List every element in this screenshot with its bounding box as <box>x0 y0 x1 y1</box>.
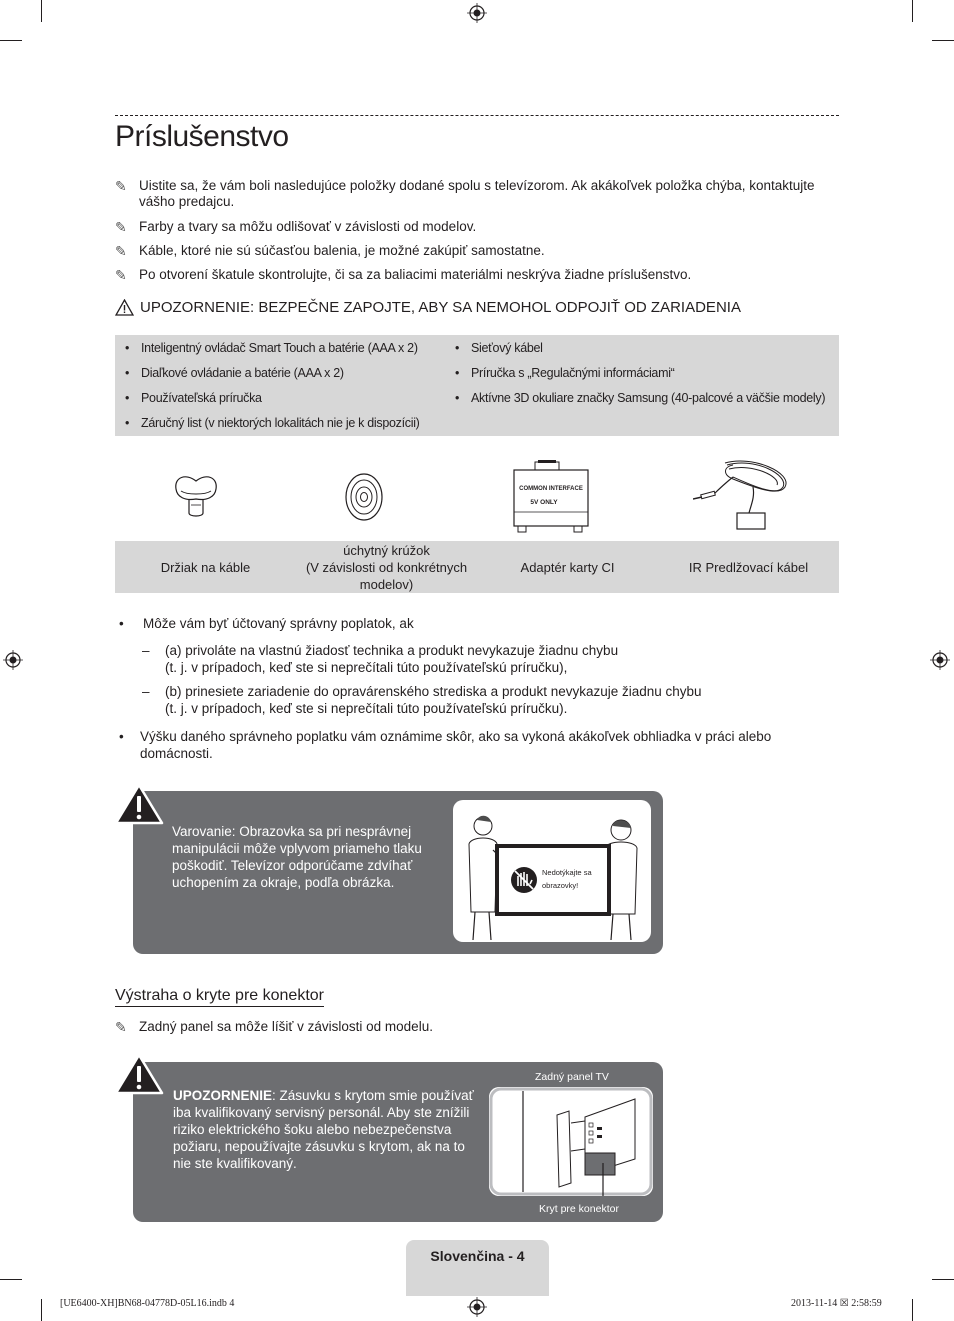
pencil-note-icon: ✎ <box>115 219 127 235</box>
warning-triangle-icon <box>114 783 164 825</box>
bullet-icon: • <box>119 616 124 631</box>
tv-lifting-illustration <box>453 800 651 942</box>
list-item: • Príručka s „Regulačnými informáciami“ <box>455 366 675 380</box>
warning-text: Varovanie: Obrazovka sa pri nesprávnej manipulácii môže vplyvom priameho tlaku poškodiť. Televízor odporúčame zdvíhať uchopením za okraje, podľa obrázka. <box>172 824 422 890</box>
crop-mark <box>912 1299 913 1321</box>
cable-holder-icon <box>171 469 221 521</box>
caption-ir-cable: IR Predlžovací kábel <box>688 559 809 575</box>
page-number-tab: Slovenčina - 4 <box>406 1240 549 1296</box>
registration-mark-icon <box>3 650 23 670</box>
warning-triangle-icon <box>114 1053 164 1095</box>
note-item <box>115 178 839 210</box>
list-item: • Diaľkové ovládanie a batérie (AAA x 2) <box>125 366 344 380</box>
cover-label: Kryt pre konektor <box>539 1203 619 1215</box>
note-item <box>115 1019 839 1035</box>
accessory-captions <box>115 541 839 593</box>
crop-mark <box>0 40 22 41</box>
note-text: Káble, ktoré nie sú súčasťou balenia, je možné zakúpiť samostatne. <box>139 243 545 258</box>
warning-triangle-icon <box>115 299 134 316</box>
pencil-note-icon: ✎ <box>115 178 127 194</box>
pencil-note-icon: ✎ <box>115 267 127 283</box>
page-title: Príslušenstvo <box>115 120 289 153</box>
pencil-note-icon: ✎ <box>115 1019 127 1035</box>
registration-mark-icon <box>930 650 950 670</box>
registration-mark-icon <box>467 3 487 23</box>
ir-extender-cable-icon <box>693 457 793 537</box>
note-text: Zadný panel sa môže líšiť v závislosti od modelu. <box>139 1019 433 1034</box>
holder-ring-icon <box>343 472 385 522</box>
fee-case-b: (b) prinesiete zariadenie do opravárenského strediska a produkt nevykazuje žiadnu chybu (t. j. v prípadoch, keď ste si neprečítali túto používateľskú príručku). <box>165 684 702 716</box>
pencil-note-icon: ✎ <box>115 243 127 259</box>
list-item: • Inteligentný ovládač Smart Touch a batérie (AAA x 2) <box>125 341 418 355</box>
caution-heading <box>115 299 741 316</box>
note-text: vášho predajcu. <box>139 194 235 209</box>
timestamp-slug: 2013-11-14 ☒ 2:58:59 <box>791 1298 882 1309</box>
warning-text: UPOZORNENIE: Zásuvku s krytom smie používať iba kvalifikovaný servisný personál. Aby ste znížili riziko elektrického šoku alebo nebezpečenstva požiaru, nepoužívajte zásuvku s krytom, ak na to nie ste kvalifikovaný. <box>173 1088 474 1171</box>
accessory-images <box>115 455 839 540</box>
dash-icon: – <box>142 684 150 699</box>
panel-label: Zadný panel TV <box>535 1071 609 1083</box>
list-item: • Sieťový kábel <box>455 341 543 355</box>
sign-text: Nedotýkajte sa <box>542 868 592 877</box>
note-text: Po otvorení škatule skontrolujte, či sa za baliacimi materiálmi neskrýva žiadne príslušenstvo. <box>139 267 692 282</box>
file-slug: [UE6400-XH]BN68-04778D-05L16.indb 4 <box>60 1298 235 1309</box>
adapter-label: COMMON INTERFACE <box>519 486 583 492</box>
adapter-label: 5V ONLY <box>530 499 558 506</box>
fee-intro: Môže vám byť účtovaný správny poplatok, ak <box>143 616 414 631</box>
list-item: • Záručný list (v niektorých lokalitách nie je k dispozícii) <box>125 416 420 430</box>
caption-ci-adapter: Adaptér karty CI <box>520 559 615 575</box>
registration-mark-icon <box>467 1297 487 1317</box>
fee-amount: Výšku daného správneho poplatku vám oznámime skôr, ako sa vykoná akákoľvek obhliadka v práci alebo domácnosti. <box>140 729 772 761</box>
connector-cover-illustration <box>489 1087 653 1196</box>
crop-mark <box>932 1279 954 1280</box>
note-text: Farby a tvary sa môžu odlišovať v závislosti od modelov. <box>139 219 477 234</box>
fee-case-a: (a) privoláte na vlastnú žiadosť technika a produkt nevykazuje žiadnu chybu (t. j. v prípadoch, keď ste si neprečítali túto používateľskú príručku), <box>165 643 619 675</box>
crop-mark <box>41 0 42 22</box>
note-item <box>115 219 839 235</box>
caption-holder-ring: úchytný krúžok (V závislosti od konkrétnych modelov) <box>305 542 468 592</box>
note-item <box>115 267 839 283</box>
crop-mark <box>912 0 913 22</box>
crop-mark <box>932 40 954 41</box>
accessories-list <box>115 335 839 436</box>
note-item <box>115 243 839 259</box>
note-text: Uistite sa, že vám boli nasledujúce položky dodané spolu s televízorom. Ak akákoľvek položka chýba, kontaktujte <box>139 178 815 193</box>
sign-text: obrazovky! <box>542 881 579 890</box>
list-item: • Aktívne 3D okuliare značky Samsung (40-palcové a väčšie modely) <box>455 391 826 405</box>
section-heading: Výstraha o kryte pre konektor <box>115 987 324 1007</box>
crop-mark <box>0 1279 22 1280</box>
crop-mark <box>41 1299 42 1321</box>
dash-icon: – <box>142 643 150 658</box>
section-divider <box>115 115 839 116</box>
caption-cable-holder: Držiak na káble <box>160 559 251 575</box>
ci-card-adapter-icon <box>510 460 592 534</box>
bullet-icon: • <box>119 729 124 744</box>
caution-text: UPOZORNENIE: BEZPEČNE ZAPOJTE, ABY SA NEMOHOL ODPOJIŤ OD ZARIADENIA <box>140 299 741 316</box>
list-item: • Používateľská príručka <box>125 391 262 405</box>
